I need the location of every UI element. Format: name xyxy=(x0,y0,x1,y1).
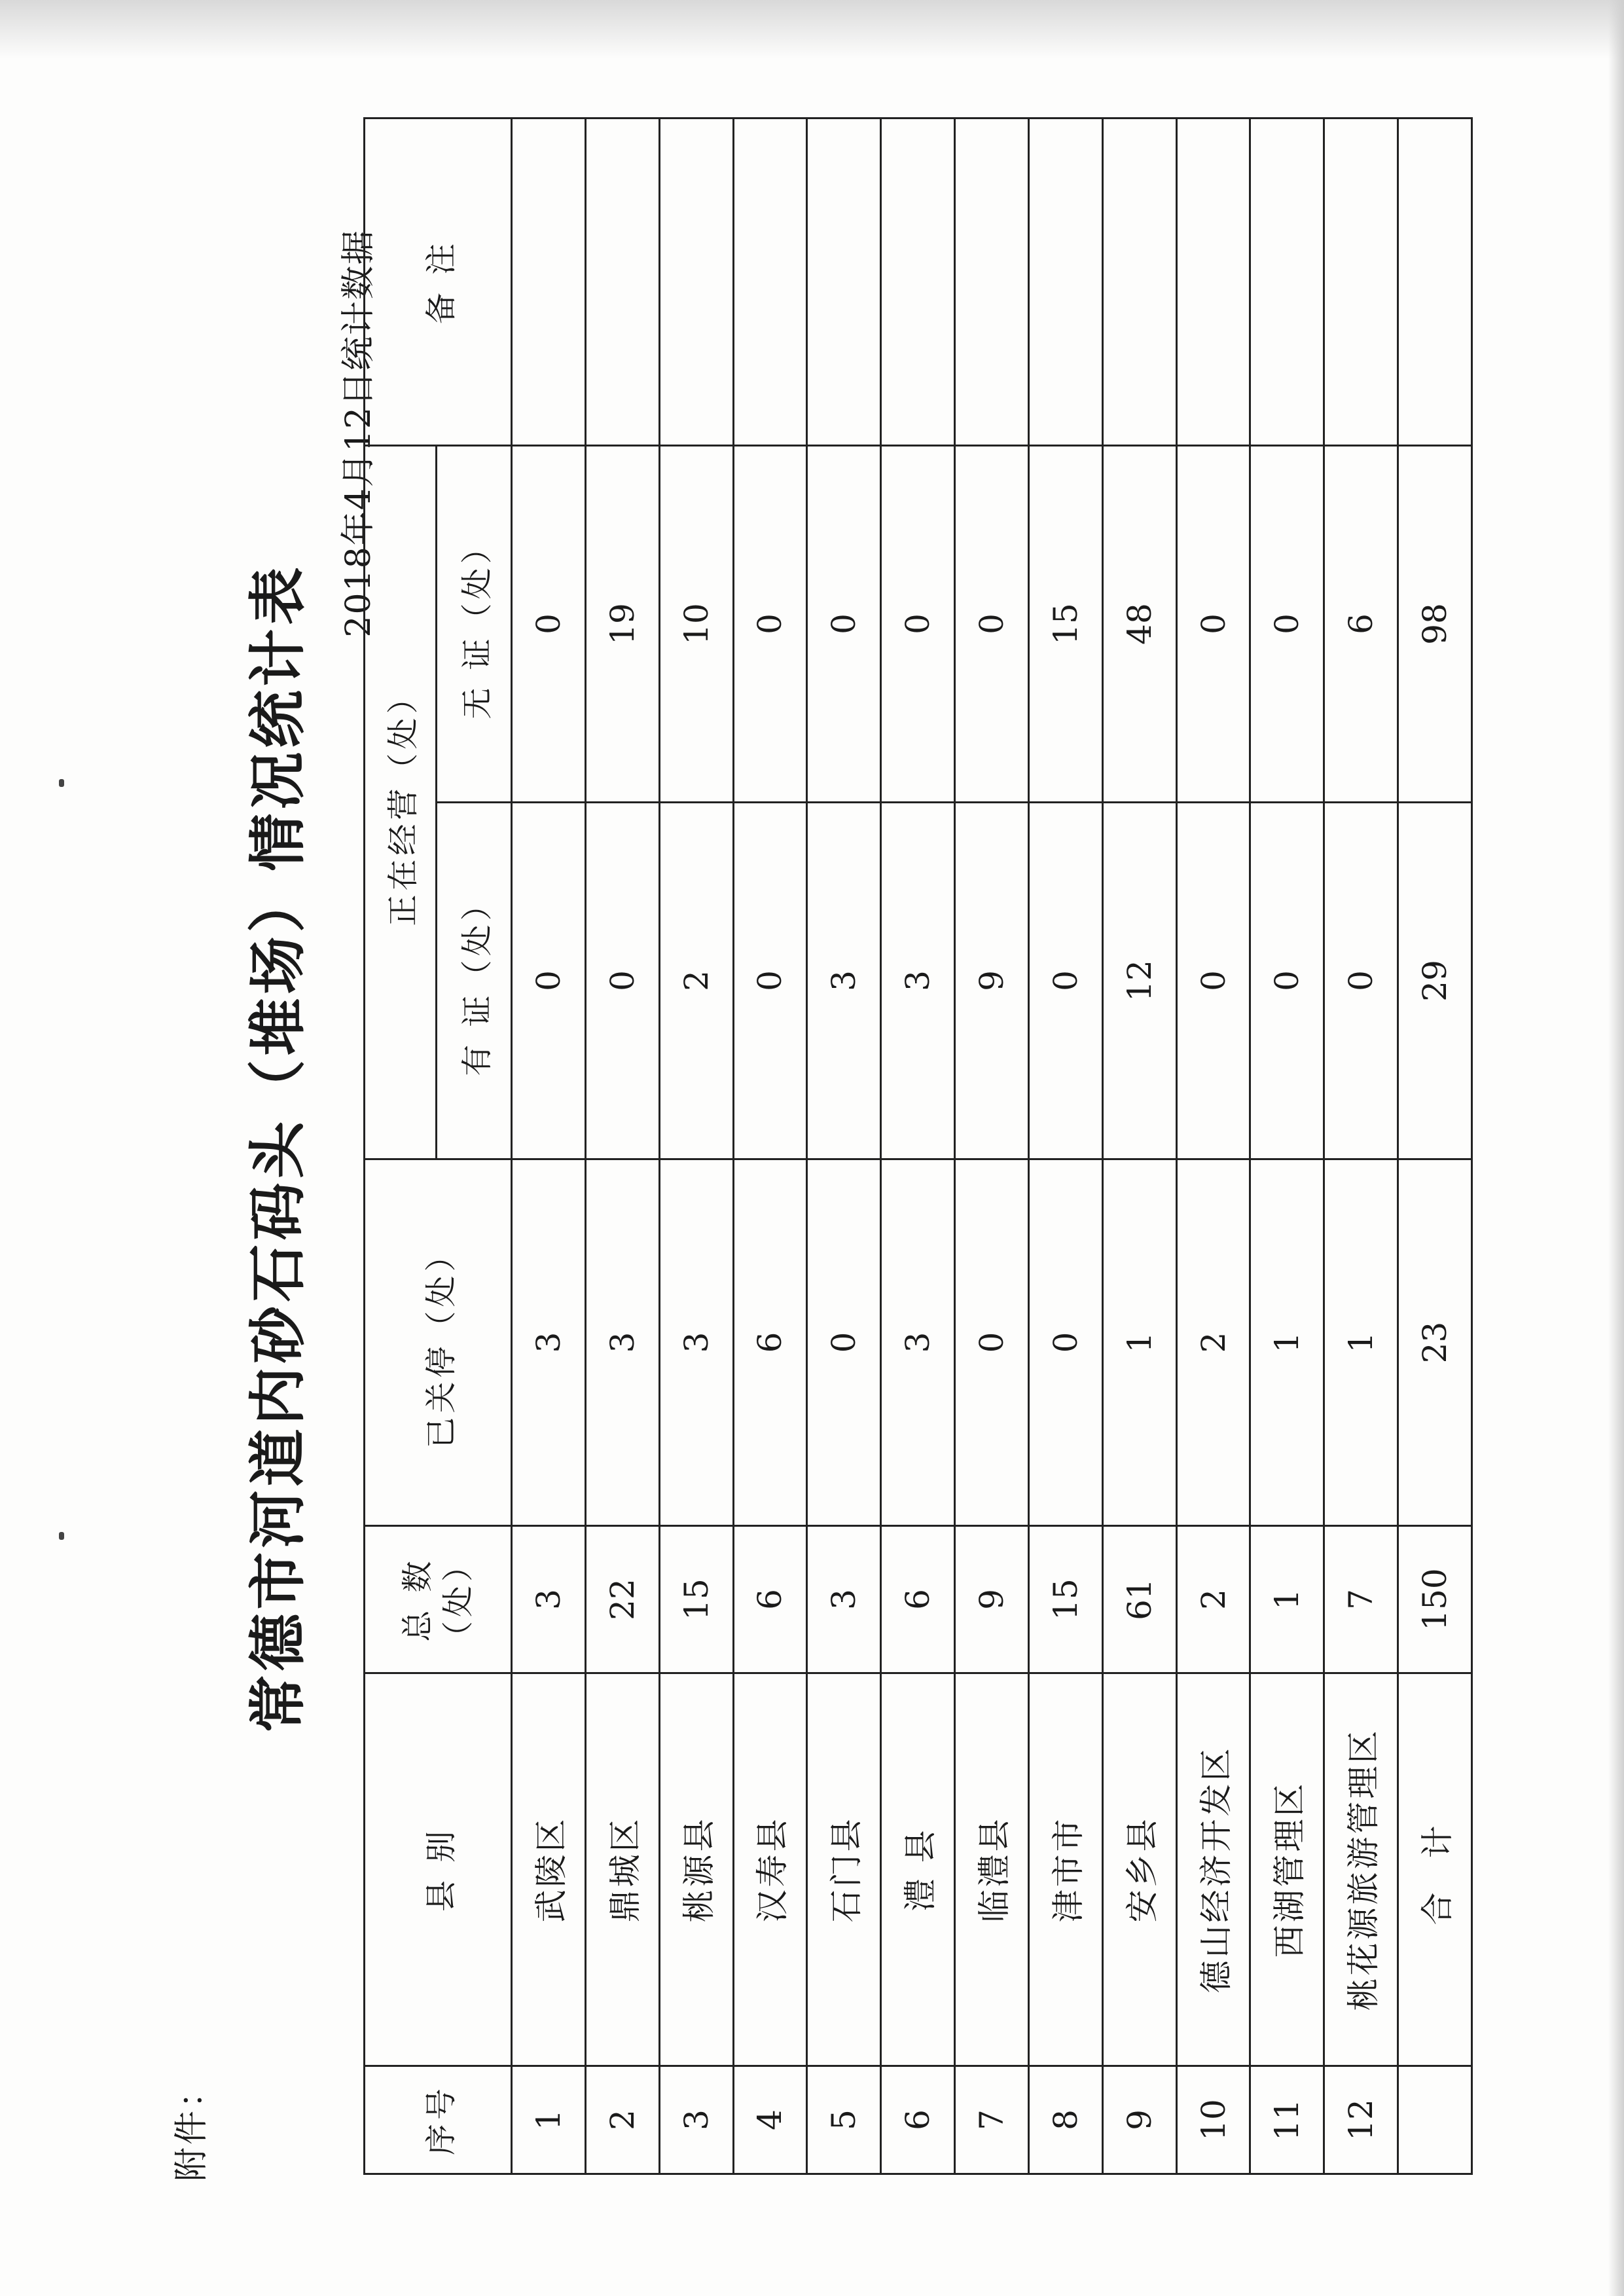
attachment-label: 附件： xyxy=(172,2071,211,2181)
cell-total: 15 xyxy=(1028,1526,1102,1673)
cell-total: 22 xyxy=(585,1526,659,1673)
cell-unlicensed: 0 xyxy=(1250,445,1324,802)
cell-remarks xyxy=(1250,118,1324,445)
cell-county: 桃源县 xyxy=(659,1673,733,2066)
header-licensed: 有 证（处） xyxy=(437,803,512,1159)
cell-closed: 23 xyxy=(1398,1159,1472,1526)
cell-seq: 12 xyxy=(1324,2066,1398,2174)
table-row xyxy=(1324,118,1398,2174)
cell-unlicensed: 0 xyxy=(733,445,807,802)
cell-county: 安乡县 xyxy=(1102,1673,1176,2066)
cell-remarks xyxy=(512,118,586,445)
cell-remarks xyxy=(807,118,881,445)
cell-closed: 2 xyxy=(1176,1159,1250,1526)
cell-county: 武陵区 xyxy=(512,1673,586,2066)
table-row xyxy=(512,118,586,2174)
cell-unlicensed: 10 xyxy=(659,445,733,802)
table-row xyxy=(733,118,807,2174)
cell-remarks xyxy=(1028,118,1102,445)
table-row xyxy=(1250,118,1324,2174)
cell-county: 德山经济开发区 xyxy=(1176,1673,1250,2066)
header-operating: 正在经营（处） xyxy=(365,445,437,1159)
page-title: 常德市河道内砂石码头（堆场）情况统计表 xyxy=(244,563,312,1733)
cell-county: 西湖管理区 xyxy=(1250,1673,1324,2066)
cell-total: 3 xyxy=(807,1526,881,1673)
cell-unlicensed: 0 xyxy=(512,445,586,802)
cell-seq: 2 xyxy=(585,2066,659,2174)
cell-county: 津市市 xyxy=(1028,1673,1102,2066)
cell-remarks xyxy=(1324,118,1398,445)
cell-licensed: 3 xyxy=(807,803,881,1159)
table-row xyxy=(881,118,955,2174)
cell-closed: 0 xyxy=(807,1159,881,1526)
cell-total: 9 xyxy=(955,1526,1029,1673)
cell-unlicensed: 19 xyxy=(585,445,659,802)
cell-unlicensed: 0 xyxy=(955,445,1029,802)
cell-licensed: 29 xyxy=(1398,803,1472,1159)
header-seq: 序号 xyxy=(365,2066,512,2174)
cell-seq: 11 xyxy=(1250,2066,1324,2174)
cell-unlicensed: 0 xyxy=(807,445,881,802)
header-total-line1: 总 数 xyxy=(399,1557,436,1642)
cell-total: 3 xyxy=(512,1526,586,1673)
cell-closed: 3 xyxy=(881,1159,955,1526)
cell-remarks xyxy=(659,118,733,445)
table-row xyxy=(955,118,1029,2174)
cell-total: 7 xyxy=(1324,1526,1398,1673)
cell-closed: 6 xyxy=(733,1159,807,1526)
header-unlicensed: 无 证（处） xyxy=(437,445,512,802)
cell-closed: 1 xyxy=(1324,1159,1398,1526)
cell-county: 汉寿县 xyxy=(733,1673,807,2066)
cell-county: 鼎城区 xyxy=(585,1673,659,2066)
cell-unlicensed: 6 xyxy=(1324,445,1398,802)
cell-licensed: 12 xyxy=(1102,803,1176,1159)
cell-county: 澧 县 xyxy=(881,1673,955,2066)
table-row xyxy=(1176,118,1250,2174)
cell-total: 2 xyxy=(1176,1526,1250,1673)
cell-seq: 6 xyxy=(881,2066,955,2174)
header-total xyxy=(365,1526,512,1673)
cell-unlicensed: 98 xyxy=(1398,445,1472,802)
cell-total: 150 xyxy=(1398,1526,1472,1673)
cell-remarks xyxy=(585,118,659,445)
cell-seq: 3 xyxy=(659,2066,733,2174)
table-row xyxy=(585,118,659,2174)
cell-remarks xyxy=(881,118,955,445)
table-row xyxy=(1102,118,1176,2174)
statistics-table xyxy=(363,117,1473,2175)
cell-seq: 8 xyxy=(1028,2066,1102,2174)
cell-licensed: 0 xyxy=(585,803,659,1159)
header-remarks: 备 注 xyxy=(365,118,512,445)
cell-closed: 0 xyxy=(1028,1159,1102,1526)
cell-county: 石门县 xyxy=(807,1673,881,2066)
cell-licensed: 2 xyxy=(659,803,733,1159)
cell-remarks xyxy=(1102,118,1176,445)
totals-row xyxy=(1398,118,1472,2174)
cell-seq: 10 xyxy=(1176,2066,1250,2174)
cell-seq: 5 xyxy=(807,2066,881,2174)
cell-remarks xyxy=(1176,118,1250,445)
cell-remarks xyxy=(955,118,1029,445)
cell-county: 桃花源旅游管理区 xyxy=(1324,1673,1398,2066)
cell-licensed: 0 xyxy=(1028,803,1102,1159)
cell-county: 临澧县 xyxy=(955,1673,1029,2066)
cell-unlicensed: 0 xyxy=(1176,445,1250,802)
totals-label: 合 计 xyxy=(1398,1673,1472,2066)
table-row xyxy=(659,118,733,2174)
cell-unlicensed: 15 xyxy=(1028,445,1102,802)
cell-closed: 3 xyxy=(585,1159,659,1526)
cell-licensed: 3 xyxy=(881,803,955,1159)
cell-licensed: 0 xyxy=(1250,803,1324,1159)
cell-total: 6 xyxy=(881,1526,955,1673)
header-closed: 已关停（处） xyxy=(365,1159,512,1526)
cell-seq xyxy=(1398,2066,1472,2174)
header-county: 县 别 xyxy=(365,1673,512,2066)
cell-total: 61 xyxy=(1102,1526,1176,1673)
cell-seq: 9 xyxy=(1102,2066,1176,2174)
date-note: 2018年4月12日统计数据 xyxy=(339,229,378,638)
cell-total: 1 xyxy=(1250,1526,1324,1673)
cell-licensed: 0 xyxy=(733,803,807,1159)
cell-closed: 3 xyxy=(512,1159,586,1526)
cell-remarks xyxy=(1398,118,1472,445)
table-row xyxy=(1028,118,1102,2174)
cell-seq: 7 xyxy=(955,2066,1029,2174)
cell-seq: 1 xyxy=(512,2066,586,2174)
cell-licensed: 0 xyxy=(512,803,586,1159)
cell-seq: 4 xyxy=(733,2066,807,2174)
table-body xyxy=(512,118,1472,2174)
cell-closed: 1 xyxy=(1250,1159,1324,1526)
cell-licensed: 0 xyxy=(1324,803,1398,1159)
cell-closed: 1 xyxy=(1102,1159,1176,1526)
cell-closed: 0 xyxy=(955,1159,1029,1526)
cell-total: 6 xyxy=(733,1526,807,1673)
cell-total: 15 xyxy=(659,1526,733,1673)
cell-unlicensed: 0 xyxy=(881,445,955,802)
cell-remarks xyxy=(733,118,807,445)
cell-licensed: 9 xyxy=(955,803,1029,1159)
cell-unlicensed: 48 xyxy=(1102,445,1176,802)
cell-closed: 3 xyxy=(659,1159,733,1526)
table-row xyxy=(807,118,881,2174)
cell-licensed: 0 xyxy=(1176,803,1250,1159)
header-total-line2: （处） xyxy=(440,1546,477,1653)
